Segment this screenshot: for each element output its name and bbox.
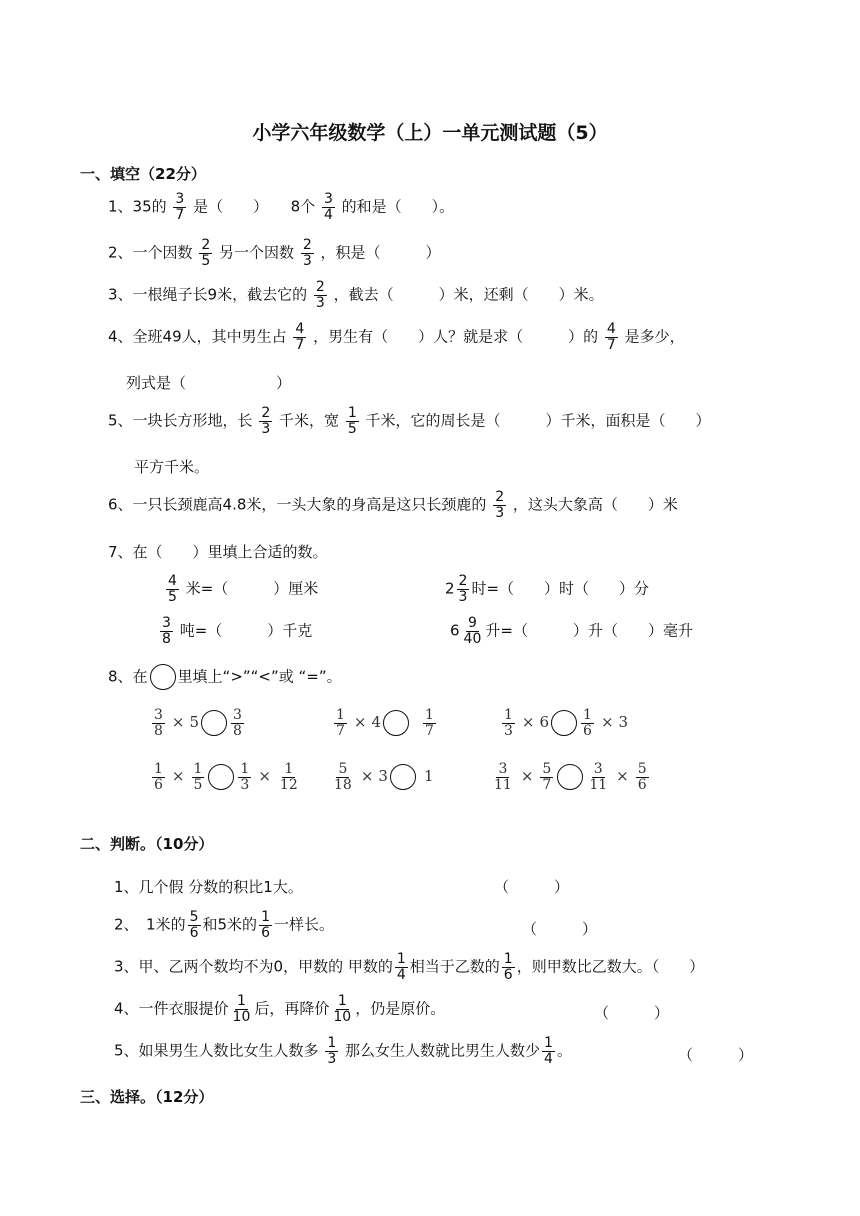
question-6 bbox=[108, 490, 678, 520]
compare-3 bbox=[500, 708, 628, 738]
q7-r1b-whole: 2 bbox=[445, 579, 455, 598]
page-title: 小学六年级数学（上）一单元测试题（5） bbox=[252, 122, 608, 144]
j5-text-a: 5、如果男生人数比女生人数多 bbox=[114, 1041, 319, 1060]
c5-fraction-1: $\frac{5}{18}$ bbox=[334, 761, 352, 793]
j5-text-b: 那么女生人数就比男生人数少 bbox=[345, 1041, 541, 1060]
compare-circle-3[interactable] bbox=[551, 710, 577, 736]
question-1 bbox=[108, 192, 454, 222]
q1-text-a: 1、35的 bbox=[108, 197, 167, 216]
j4-text-a: 4、一件衣服提价 bbox=[114, 999, 229, 1018]
q2-text-c: ，积是（ ） bbox=[320, 243, 441, 262]
q4-fraction-1: $\frac{4}{7}$ bbox=[295, 321, 305, 353]
c6-fraction-3: $\frac{3}{11}$ bbox=[589, 761, 608, 793]
q7-r2b-whole: 6 bbox=[450, 621, 460, 640]
c3-number: 6 bbox=[539, 713, 550, 732]
multiply-sign: × bbox=[616, 767, 629, 786]
q8-stem bbox=[108, 664, 342, 690]
q2-text-b: 另一个因数 bbox=[219, 243, 295, 262]
j4-text-b: 后，再降价 bbox=[254, 999, 330, 1018]
question-5 bbox=[108, 406, 711, 436]
c2-fraction-2: $\frac{1}{7}$ bbox=[425, 707, 434, 739]
q5-fraction-1: $\frac{2}{3}$ bbox=[261, 405, 271, 437]
compare-4 bbox=[150, 762, 302, 792]
c1-fraction-1: $\frac{3}{8}$ bbox=[154, 707, 163, 739]
compare-circle-6[interactable] bbox=[557, 764, 583, 790]
judge-5 bbox=[114, 1036, 572, 1066]
compare-2 bbox=[332, 708, 438, 738]
q7-row1-right bbox=[445, 574, 649, 604]
judge-1-answer[interactable]: （ ） bbox=[494, 878, 570, 896]
compare-circle-1[interactable] bbox=[201, 710, 227, 736]
c3-fraction-2: $\frac{1}{6}$ bbox=[583, 707, 592, 739]
j4-text-c: ，仍是原价。 bbox=[355, 999, 446, 1018]
q6-text-a: 6、一只长颈鹿高4.8米，一头大象的身高是这只长颈鹿的 bbox=[108, 495, 487, 514]
j2-fraction-1: $\frac{5}{6}$ bbox=[189, 909, 199, 941]
q1-text-c: 的和是（ ）。 bbox=[341, 197, 455, 216]
judge-4-answer[interactable]: （ ） bbox=[594, 1004, 670, 1022]
q7-row2-right bbox=[450, 616, 693, 646]
question-2 bbox=[108, 238, 441, 268]
judge-2-answer[interactable]: （ ） bbox=[522, 920, 598, 938]
c2-number: 4 bbox=[371, 713, 382, 732]
c2-fraction-1: $\frac{1}{7}$ bbox=[336, 707, 345, 739]
circle-icon bbox=[150, 664, 176, 690]
q7-r1a-fraction: $\frac{4}{5}$ bbox=[168, 573, 177, 605]
c3-number-2: 3 bbox=[618, 713, 629, 732]
j2-text-a: 2、 1米的 bbox=[114, 915, 186, 934]
j5-fraction-1: $\frac{1}{3}$ bbox=[327, 1035, 337, 1067]
multiply-sign: × bbox=[353, 713, 367, 732]
j4-fraction-2: $\frac{1}{10}$ bbox=[333, 993, 352, 1025]
q7-r2b-fraction: $\frac{9}{40}$ bbox=[463, 615, 482, 647]
q7-r1a-text: 米=（ ）厘米 bbox=[185, 579, 319, 598]
q7-r1b-text: 时=（ ）时（ ）分 bbox=[471, 579, 650, 598]
q4-text-c: 是多少， bbox=[624, 327, 685, 346]
q3-text-a: 3、一根绳子长9米，截去它的 bbox=[108, 285, 308, 304]
q6-fraction: $\frac{2}{3}$ bbox=[495, 489, 505, 521]
q5-text-b: 千米，宽 bbox=[279, 411, 340, 430]
c1-number: 5 bbox=[189, 713, 200, 732]
j3-fraction-1: $\frac{1}{4}$ bbox=[396, 951, 406, 983]
q2-fraction-2: $\frac{2}{3}$ bbox=[302, 237, 312, 269]
j3-text-a: 3、甲、乙两个数均不为0，甲数的 甲数的 bbox=[114, 957, 393, 976]
c3-fraction-1: $\frac{1}{3}$ bbox=[504, 707, 513, 739]
judge-5-answer[interactable]: （ ） bbox=[678, 1046, 754, 1064]
j3-text-b: 相当于乙数的 bbox=[409, 957, 500, 976]
q4-text-b: ，男生有（ ）人？就是求（ ）的 bbox=[313, 327, 599, 346]
q4-line-2: 列式是（ ） bbox=[126, 374, 292, 392]
multiply-sign: × bbox=[600, 713, 614, 732]
judge-3 bbox=[114, 952, 704, 982]
j2-fraction-2: $\frac{1}{6}$ bbox=[261, 909, 270, 941]
c4-fraction-4: $\frac{1}{12}$ bbox=[279, 761, 298, 793]
compare-6 bbox=[490, 762, 651, 792]
multiply-sign: × bbox=[171, 767, 185, 786]
q4-text-a: 4、全班49人，其中男生占 bbox=[108, 327, 287, 346]
c4-fraction-2: $\frac{1}{5}$ bbox=[193, 761, 203, 793]
j4-fraction-1: $\frac{1}{10}$ bbox=[232, 993, 251, 1025]
c1-fraction-2: $\frac{3}{8}$ bbox=[233, 707, 242, 739]
q7-r2a-text: 吨=（ ）千克 bbox=[179, 621, 313, 640]
q7-r2a-fraction: $\frac{3}{8}$ bbox=[162, 615, 171, 647]
judge-2 bbox=[114, 910, 334, 940]
c6-fraction-4: $\frac{5}{6}$ bbox=[637, 761, 647, 793]
q7-r1b-fraction: $\frac{2}{3}$ bbox=[458, 573, 468, 605]
compare-circle-2[interactable] bbox=[383, 710, 409, 736]
q7-row1-left bbox=[164, 574, 318, 604]
multiply-sign: × bbox=[520, 767, 534, 786]
q3-fraction: $\frac{2}{3}$ bbox=[315, 279, 325, 311]
multiply-sign: × bbox=[360, 767, 374, 786]
compare-1 bbox=[150, 708, 246, 738]
multiply-sign: × bbox=[258, 767, 271, 786]
q8-text-b: 里填上“>”“<”或 “=”。 bbox=[177, 667, 342, 686]
q5-fraction-2: $\frac{1}{5}$ bbox=[347, 405, 357, 437]
c6-fraction-1: $\frac{3}{11}$ bbox=[494, 761, 512, 793]
j2-text-c: 一样长。 bbox=[273, 915, 334, 934]
q1-fraction-1: $\frac{3}{7}$ bbox=[175, 191, 185, 223]
j5-fraction-2: $\frac{1}{4}$ bbox=[544, 1035, 553, 1067]
compare-circle-4[interactable] bbox=[208, 764, 234, 790]
section-heading-choice: 三、选择。（12分） bbox=[80, 1088, 214, 1106]
q1-text-b: 是（ ） 8个 bbox=[193, 197, 316, 216]
j2-text-b: 和5米的 bbox=[202, 915, 258, 934]
c6-fraction-2: $\frac{5}{7}$ bbox=[542, 761, 552, 793]
section-heading-judge: 二、判断。（10分） bbox=[80, 835, 214, 853]
q7-row2-left bbox=[158, 616, 312, 646]
judge-4 bbox=[114, 994, 445, 1024]
q5-text-a: 5、一块长方形地，长 bbox=[108, 411, 253, 430]
compare-circle-5[interactable] bbox=[390, 764, 416, 790]
q3-text-b: ，截去（ ）米，还剩（ ）米。 bbox=[333, 285, 604, 304]
judge-1: 1、几个假 分数的积比1大。 bbox=[114, 878, 303, 896]
question-3 bbox=[108, 280, 604, 310]
q6-text-b: ，这头大象高（ ）米 bbox=[512, 495, 678, 514]
j5-text-c: 。 bbox=[556, 1041, 572, 1060]
j3-fraction-2: $\frac{1}{6}$ bbox=[503, 951, 513, 983]
q7-r2b-text: 升=（ ）升（ ）毫升 bbox=[485, 621, 693, 640]
q5-line-2: 平方千米。 bbox=[134, 458, 210, 476]
q7-stem: 7、在（ ）里填上合适的数。 bbox=[108, 543, 328, 561]
question-4 bbox=[108, 322, 685, 352]
q4-fraction-2: $\frac{4}{7}$ bbox=[606, 321, 616, 353]
multiply-sign: × bbox=[521, 713, 535, 732]
q1-fraction-2: $\frac{3}{4}$ bbox=[323, 191, 333, 223]
c4-fraction-3: $\frac{1}{3}$ bbox=[240, 761, 250, 793]
multiply-sign: × bbox=[171, 713, 185, 732]
section-heading-fill: 一、填空（22分） bbox=[80, 165, 206, 183]
j3-text-c: ，则甲数比乙数大。（ ） bbox=[516, 957, 705, 976]
c5-number: 3 bbox=[378, 767, 388, 786]
q5-text-c: 千米，它的周长是（ ）千米，面积是（ ） bbox=[365, 411, 711, 430]
q8-text-a: 8、在 bbox=[108, 667, 148, 686]
c5-rhs: 1 bbox=[423, 767, 434, 786]
q2-fraction-1: $\frac{2}{5}$ bbox=[201, 237, 211, 269]
compare-5 bbox=[330, 762, 434, 792]
c4-fraction-1: $\frac{1}{6}$ bbox=[154, 761, 163, 793]
q2-text-a: 2、一个因数 bbox=[108, 243, 193, 262]
